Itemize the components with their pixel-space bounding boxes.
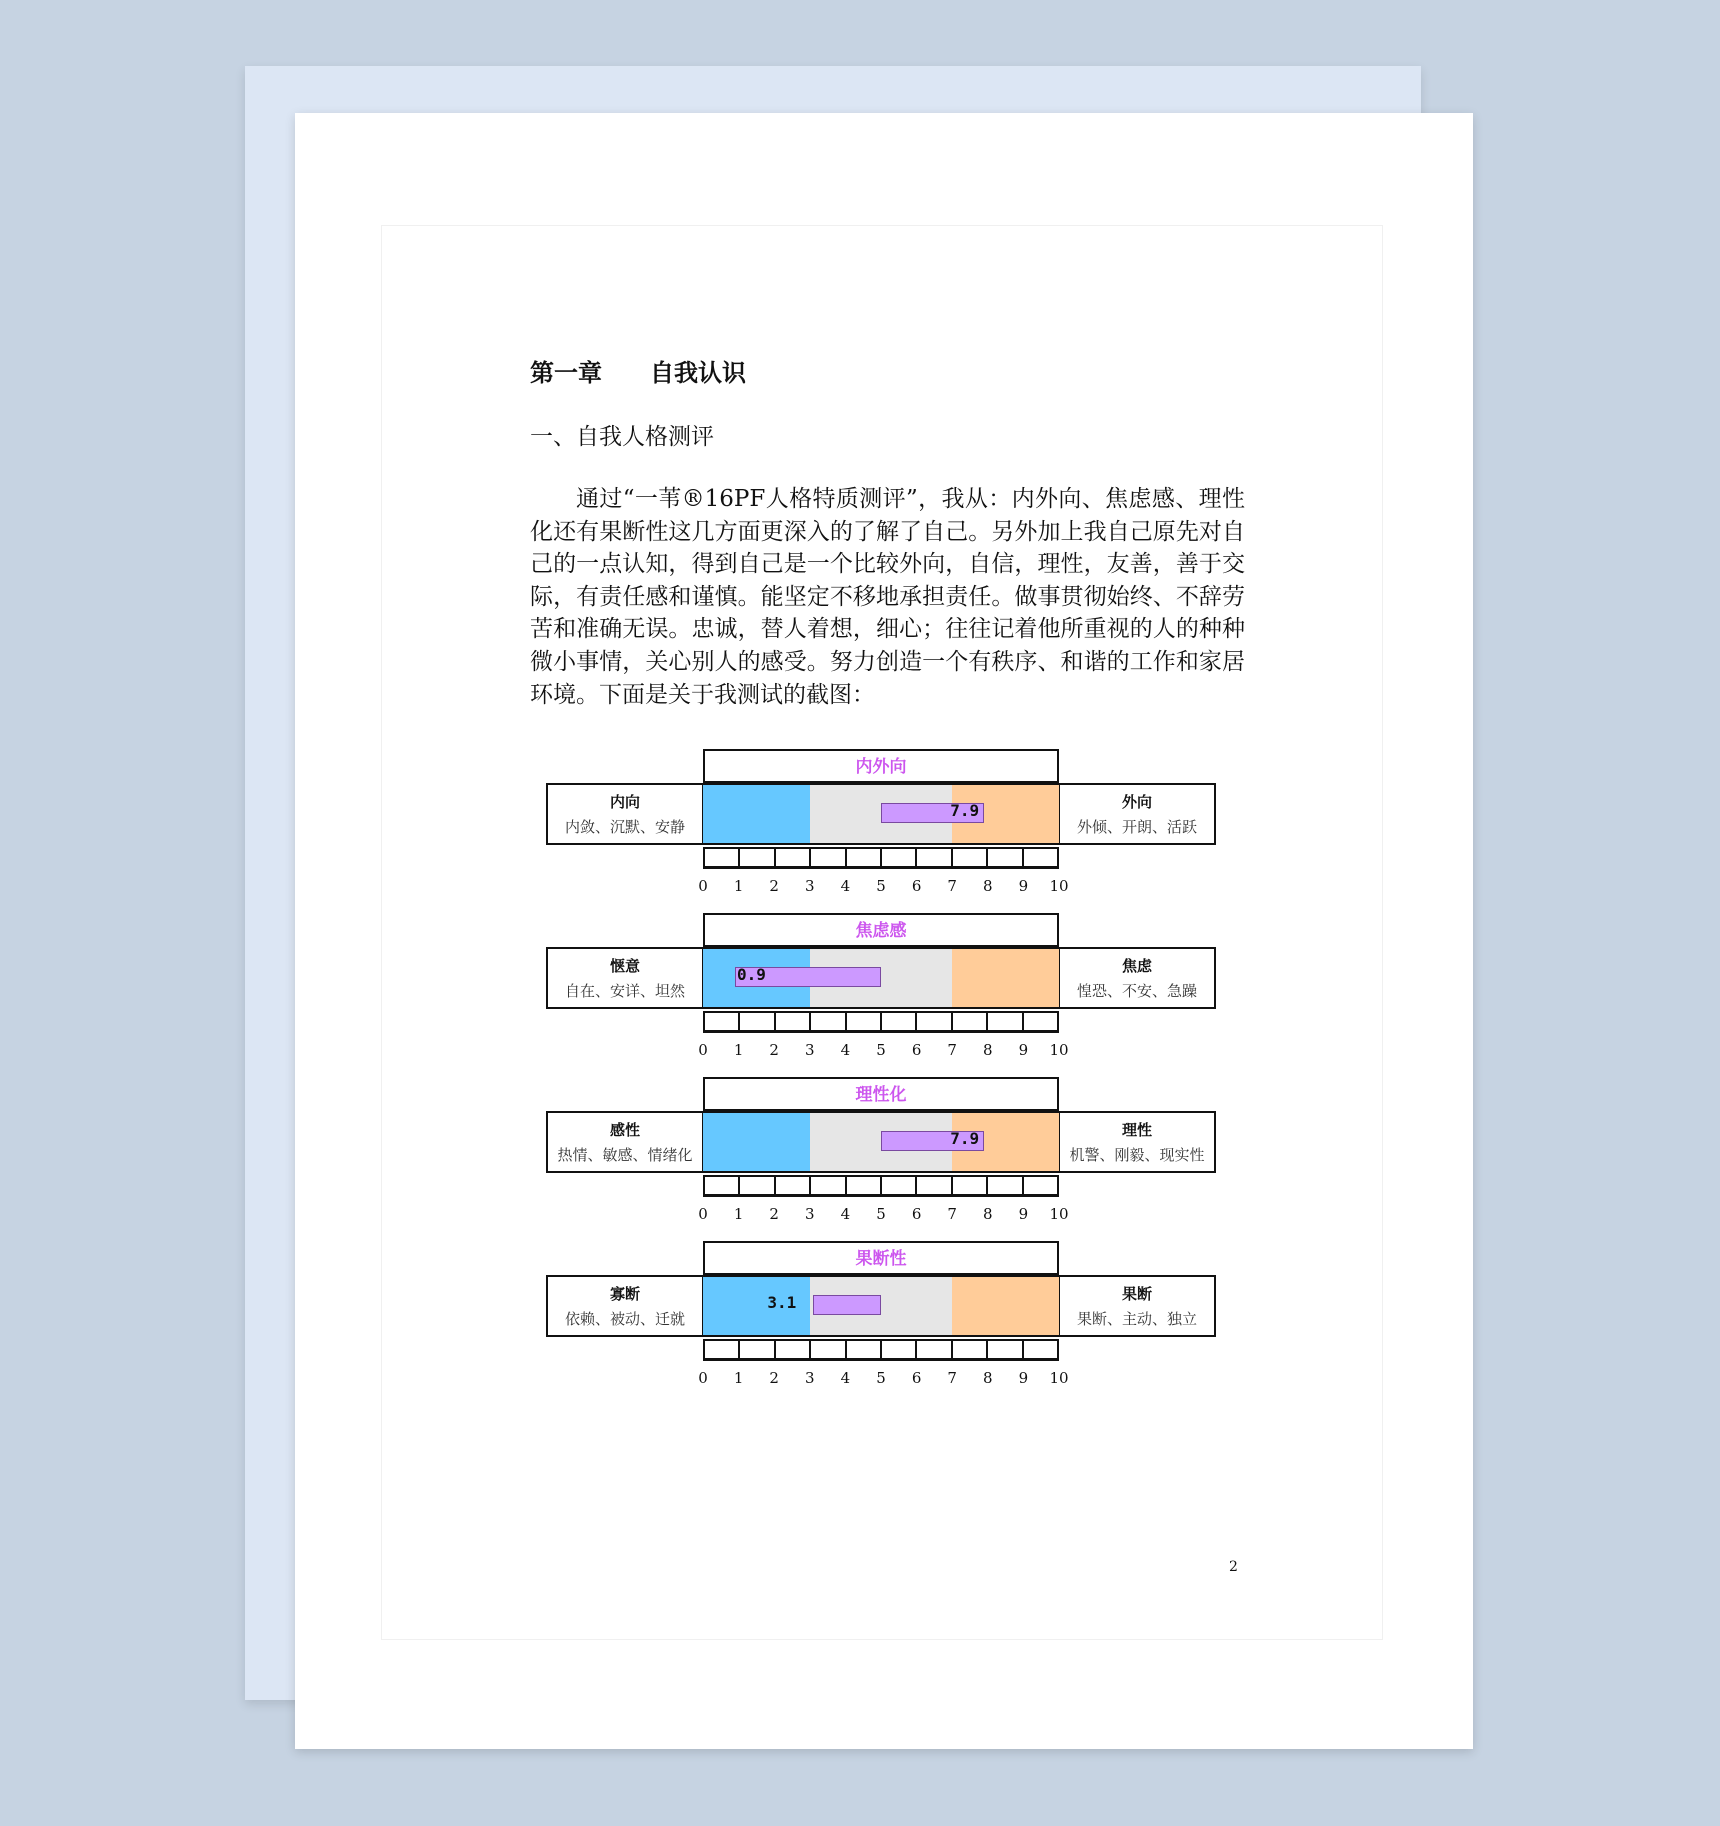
tick-cell [776, 1177, 811, 1194]
tick-label: 10 [1049, 1205, 1069, 1223]
tick-label: 4 [840, 1369, 851, 1387]
tick-label: 9 [1018, 1369, 1029, 1387]
score-value: 7.9 [950, 1129, 980, 1148]
tick-label: 3 [805, 1205, 815, 1223]
left-pole-label: 感性 [609, 1121, 640, 1139]
body-paragraph: 通过“一苇®16PF人格特质测评”，我从：内外向、焦虑感、理性化还有果断性这几方面更深入的了解了自己。另外加上我自己原先对自己的一点认知，得到自己是一个比较外向，自信，理性，友善，善于交际，有责任感和谨慎。能坚定不移地承担责任。做事贯彻始终、不辞劳苦和准确无误。忠诚，替人着想，细心；往往记着他所重视的人的种种微小事情，关心别人的感受。努力创造一个有秩序、和谐的工作和家居环境。下面是关于我测试的截图： [530, 486, 1245, 708]
tick-label: 7 [947, 1041, 957, 1059]
tick-label: 8 [983, 877, 993, 895]
tick-label: 7 [947, 877, 957, 895]
tick-cell [953, 1177, 988, 1194]
tick-label: 8 [983, 1205, 993, 1223]
score-bar [813, 1295, 881, 1315]
left-pole-label: 内向 [609, 793, 640, 811]
left-pole-desc: 自在、安详、坦然 [564, 982, 685, 1000]
tick-cell [847, 849, 882, 866]
tick-label: 4 [840, 1205, 851, 1223]
tick-cell [953, 1341, 988, 1358]
right-pole-desc: 机警、刚毅、现实性 [1069, 1146, 1205, 1164]
score-band [952, 947, 1059, 1009]
tick-label: 0 [698, 1205, 708, 1223]
score-value: 0.9 [737, 965, 766, 984]
tick-cell [847, 1013, 882, 1030]
tick-cell [811, 849, 846, 866]
tick-cell [776, 1341, 811, 1358]
tick-label: 9 [1018, 877, 1029, 895]
tick-cell [811, 1341, 846, 1358]
right-pole-box [1058, 1111, 1216, 1173]
tick-scale [703, 1175, 1059, 1197]
tick-cell [882, 849, 917, 866]
left-pole-box [546, 783, 704, 845]
right-pole-desc: 惶恐、不安、急躁 [1076, 982, 1197, 1000]
tick-label: 1 [733, 1369, 744, 1387]
tick-cell [1024, 1341, 1057, 1358]
tick-label: 3 [805, 877, 815, 895]
tick-label: 0 [698, 1041, 708, 1059]
tick-cell [1024, 1013, 1057, 1030]
right-pole-desc: 外倾、开朗、活跃 [1076, 818, 1197, 836]
tick-label: 6 [911, 877, 922, 895]
tick-cell [811, 1177, 846, 1194]
tick-cell [882, 1341, 917, 1358]
score-band [952, 1275, 1059, 1337]
tick-cell [882, 1177, 917, 1194]
right-pole-label: 果断 [1121, 1285, 1152, 1303]
tick-label: 2 [769, 877, 779, 895]
tick-label: 10 [1049, 877, 1069, 895]
chart-4 [546, 1241, 1216, 1401]
tick-label: 6 [911, 1205, 922, 1223]
tick-cell [847, 1177, 882, 1194]
tick-cell [811, 1013, 846, 1030]
tick-cell [917, 1177, 952, 1194]
tick-cell [740, 849, 775, 866]
left-pole-box [546, 1111, 704, 1173]
tick-label: 9 [1018, 1041, 1029, 1059]
tick-cell [740, 1013, 775, 1030]
tick-cell [705, 849, 740, 866]
tick-label: 8 [983, 1369, 993, 1387]
tick-scale [703, 847, 1059, 869]
left-pole-box [546, 947, 704, 1009]
tick-cell [1024, 849, 1057, 866]
chart-title: 内外向 [703, 749, 1059, 783]
tick-label: 1 [733, 1205, 744, 1223]
tick-scale [703, 1011, 1059, 1033]
tick-label: 1 [733, 877, 744, 895]
tick-label: 4 [840, 1041, 851, 1059]
tick-label: 2 [769, 1041, 779, 1059]
tick-label: 2 [769, 1369, 779, 1387]
tick-cell [776, 1013, 811, 1030]
left-pole-label: 寡断 [609, 1285, 640, 1303]
tick-label: 4 [840, 877, 851, 895]
left-pole-label: 惬意 [609, 957, 640, 975]
tick-label: 10 [1049, 1369, 1069, 1387]
tick-cell [988, 1341, 1023, 1358]
right-pole-label: 理性 [1121, 1121, 1152, 1139]
chart-title: 焦虑感 [703, 913, 1059, 947]
tick-cell [953, 1013, 988, 1030]
right-pole-box [1058, 1275, 1216, 1337]
right-pole-label: 外向 [1121, 793, 1152, 811]
score-band [703, 1111, 810, 1173]
tick-label: 6 [911, 1041, 922, 1059]
chart-3 [546, 1077, 1216, 1237]
tick-label: 9 [1018, 1205, 1029, 1223]
tick-label: 5 [876, 1041, 886, 1059]
tick-label: 10 [1049, 1041, 1069, 1059]
score-band [703, 783, 810, 845]
chart-2 [546, 913, 1216, 1073]
chart-1 [546, 749, 1216, 909]
tick-label: 0 [698, 877, 708, 895]
tick-label: 3 [805, 1369, 815, 1387]
chart-title: 理性化 [703, 1077, 1059, 1111]
tick-label: 1 [733, 1041, 744, 1059]
tick-label: 8 [983, 1041, 993, 1059]
tick-label: 5 [876, 1369, 886, 1387]
right-pole-label: 焦虑 [1121, 957, 1152, 975]
tick-label: 5 [876, 1205, 886, 1223]
tick-scale [703, 1339, 1059, 1361]
tick-cell [705, 1341, 740, 1358]
tick-cell [917, 1013, 952, 1030]
tick-cell [740, 1341, 775, 1358]
tick-label: 6 [911, 1369, 922, 1387]
left-pole-desc: 热情、敏感、情绪化 [557, 1146, 693, 1164]
chapter-title: 第一章 自我认识 [530, 359, 746, 387]
tick-label: 7 [947, 1205, 957, 1223]
score-value: 3.1 [767, 1293, 797, 1312]
tick-cell [1024, 1177, 1057, 1194]
left-pole-desc: 依赖、被动、迁就 [564, 1310, 685, 1328]
tick-cell [917, 1341, 952, 1358]
right-pole-box [1058, 947, 1216, 1009]
chart-title: 果断性 [703, 1241, 1059, 1275]
left-pole-box [546, 1275, 704, 1337]
tick-label: 7 [947, 1369, 957, 1387]
tick-label: 5 [876, 877, 886, 895]
tick-cell [917, 849, 952, 866]
tick-cell [882, 1013, 917, 1030]
tick-cell [776, 849, 811, 866]
section-title: 一、自我人格测评 [530, 424, 714, 450]
tick-cell [988, 1177, 1023, 1194]
score-value: 7.9 [950, 801, 980, 820]
tick-cell [705, 1177, 740, 1194]
right-pole-box [1058, 783, 1216, 845]
tick-label: 2 [769, 1205, 779, 1223]
tick-cell [847, 1341, 882, 1358]
left-pole-desc: 内敛、沉默、安静 [564, 818, 685, 836]
tick-cell [988, 849, 1023, 866]
document-page [295, 113, 1473, 1749]
tick-cell [953, 849, 988, 866]
tick-label: 0 [698, 1369, 708, 1387]
tick-label: 3 [805, 1041, 815, 1059]
tick-cell [740, 1177, 775, 1194]
page-number: 2 [1229, 1559, 1238, 1575]
tick-cell [988, 1013, 1023, 1030]
right-pole-desc: 果断、主动、独立 [1076, 1310, 1197, 1328]
tick-cell [705, 1013, 740, 1030]
